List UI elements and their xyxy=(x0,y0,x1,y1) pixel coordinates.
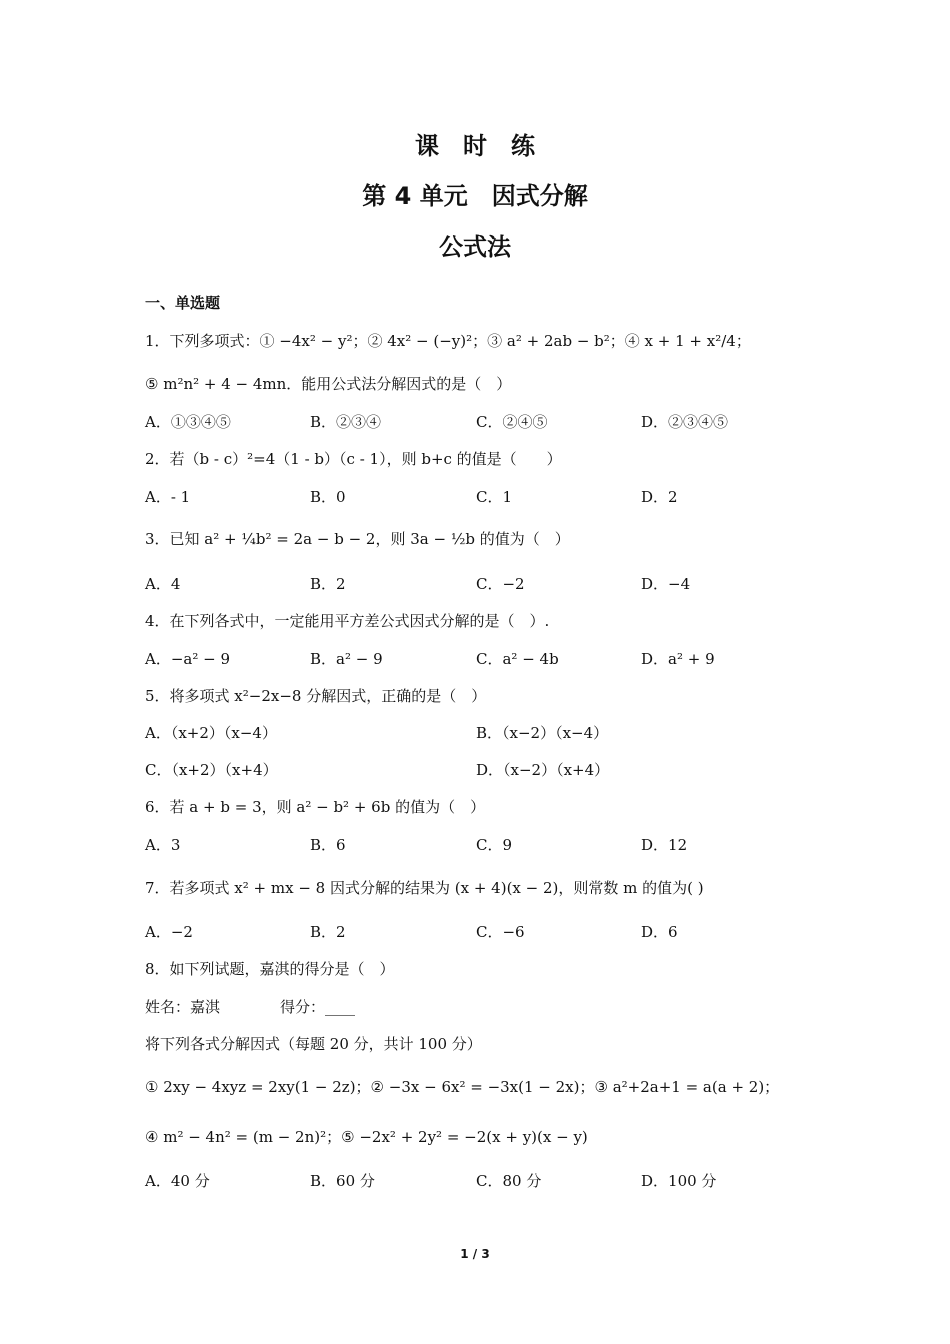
question-7-option-b: B．2 xyxy=(310,923,346,941)
question-7-option-c: C．−6 xyxy=(476,923,525,941)
question-1-option-b: B．②③④ xyxy=(310,413,382,431)
question-3-option-d: D．−4 xyxy=(641,575,691,593)
question-8-items-2: ④ m² − 4n² = (m − 2n)²；⑤ −2x² + 2y² = −2(x + y)(x − y) xyxy=(145,1128,588,1146)
question-4-option-b: B．a² − 9 xyxy=(310,650,383,668)
question-8-instruction: 将下列各式分解因式（每题 20 分，共计 100 分） xyxy=(145,1035,482,1053)
question-2-option-d: D．2 xyxy=(641,488,678,506)
question-1-line-2: ⑤ m²n² + 4 − 4mn．能用公式法分解因式的是（ ） xyxy=(145,375,512,393)
question-6-option-d: D．12 xyxy=(641,836,688,854)
question-2-option-c: C．1 xyxy=(476,488,513,506)
question-6-option-a: A．3 xyxy=(145,836,181,854)
question-4-line-1: 4．在下列各式中，一定能用平方差公式因式分解的是（ ）. xyxy=(145,612,550,630)
question-6-line-1: 6．若 a + b = 3，则 a² − b² + 6b 的值为（ ） xyxy=(145,798,486,816)
question-4-option-a: A．−a² − 9 xyxy=(145,650,231,668)
question-2-line-1: 2．若（b - c）²=4（1 - b）（c - 1），则 b+c 的值是（ ） xyxy=(145,450,562,468)
question-8-option-c: C．80 分 xyxy=(476,1172,542,1190)
question-8-option-b: B．60 分 xyxy=(310,1172,375,1190)
question-8-items-1: ① 2xy − 4xyz = 2xy(1 − 2z)；② −3x − 6x² = −3x(1 − 2x)；③ a²+2a+1 = a(a + 2)； xyxy=(145,1078,780,1096)
question-1-line-1: 1．下列多项式：① −4x² − y²；② 4x² − (−y)²；③ a² + 2ab − b²；④ x + 1 + x²/4； xyxy=(145,332,751,350)
question-7-option-a: A．−2 xyxy=(145,923,193,941)
lesson-title: 公式法 xyxy=(439,233,511,261)
page-title: 课 时 练 xyxy=(415,132,535,160)
question-1-option-c: C．②④⑤ xyxy=(476,413,548,431)
question-6-option-b: B．6 xyxy=(310,836,346,854)
question-3-option-a: A．4 xyxy=(145,575,181,593)
question-2-option-a: A．- 1 xyxy=(145,488,191,506)
question-3-line-1: 3．已知 a² + ¼b² = 2a − b − 2，则 3a − ½b 的值为（ ） xyxy=(145,530,570,548)
question-1-option-d: D．②③④⑤ xyxy=(641,413,729,431)
question-3-option-b: B．2 xyxy=(310,575,346,593)
question-5-option-c: C．（x+2）（x+4） xyxy=(145,761,278,779)
question-4-option-c: C．a² − 4b xyxy=(476,650,559,668)
question-1-option-a: A．①③④⑤ xyxy=(145,413,231,431)
page-number: 1 / 3 xyxy=(460,1247,490,1261)
question-7-option-d: D．6 xyxy=(641,923,678,941)
question-4-option-d: D．a² + 9 xyxy=(641,650,715,668)
question-3-option-c: C．−2 xyxy=(476,575,525,593)
question-6-option-c: C．9 xyxy=(476,836,513,854)
question-7-line-1: 7．若多项式 x² + mx − 8 因式分解的结果为 (x + 4)(x − 2)，则常数 m 的值为( ) xyxy=(145,879,704,897)
question-8-option-d: D．100 分 xyxy=(641,1172,717,1190)
question-5-option-a: A．（x+2）（x−4） xyxy=(145,724,277,742)
question-5-option-b: B．（x−2）（x−4） xyxy=(476,724,609,742)
question-5-line-1: 5．将多项式 x²−2x−8 分解因式，正确的是（ ） xyxy=(145,687,487,705)
question-8-name-score: 姓名：嘉淇 得分：____ xyxy=(145,998,356,1016)
question-8-option-a: A．40 分 xyxy=(145,1172,210,1190)
question-8-line-1: 8．如下列试题，嘉淇的得分是（ ） xyxy=(145,960,395,978)
question-5-option-d: D．（x−2）（x+4） xyxy=(476,761,610,779)
question-2-option-b: B．0 xyxy=(310,488,346,506)
section-heading: 一、单选题 xyxy=(145,294,221,312)
unit-title: 第 4 单元 因式分解 xyxy=(362,182,588,210)
